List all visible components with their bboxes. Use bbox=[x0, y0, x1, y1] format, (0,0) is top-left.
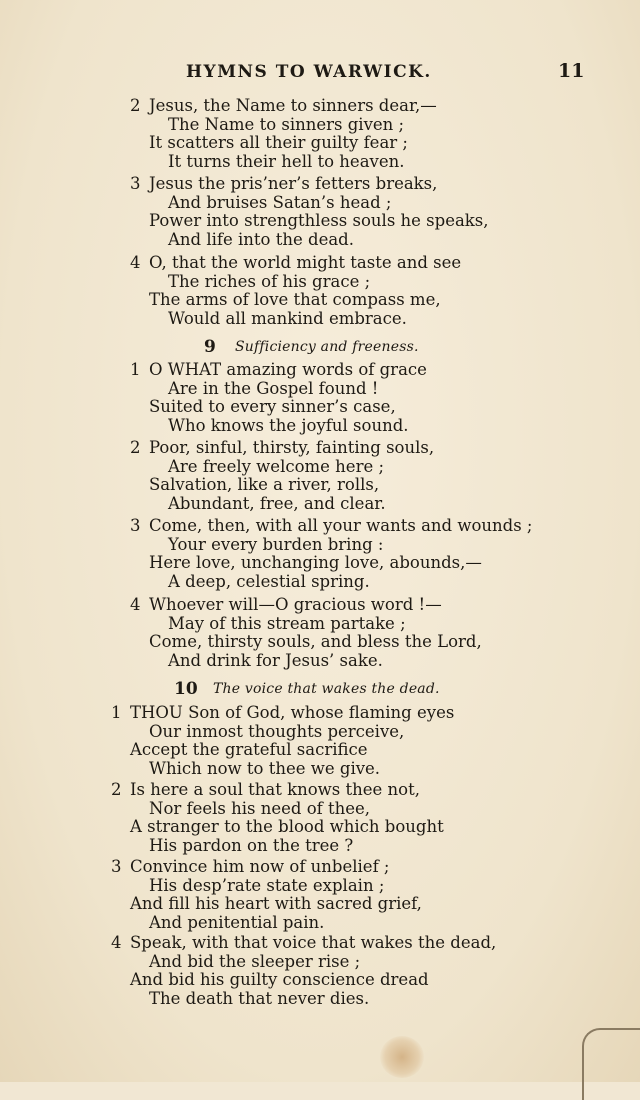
verse-line: Which now to thee we give. bbox=[149, 758, 381, 778]
verse-number: 1 bbox=[130, 360, 141, 379]
verse-line: A deep, celestial spring. bbox=[168, 571, 370, 591]
verse-line: The Name to sinners given ; bbox=[168, 114, 405, 134]
verse-number: 4 bbox=[130, 253, 141, 272]
verse-line: His pardon on the tree ? bbox=[149, 835, 354, 855]
verse-line: Are in the Gospel found ! bbox=[168, 378, 379, 398]
verse-line: And bid his guilty conscience dread bbox=[130, 970, 429, 990]
verse-line: Abundant, free, and clear. bbox=[168, 493, 386, 513]
hymn9-verse-4 bbox=[0, 596, 640, 670]
hymn8-verse-3 bbox=[0, 175, 640, 249]
verse-line: And penitential pain. bbox=[149, 912, 325, 932]
verse-line: Are freely welcome here ; bbox=[168, 456, 385, 476]
verse-line: May of this stream partake ; bbox=[168, 613, 406, 633]
paper-stain bbox=[380, 1036, 424, 1078]
hymn10-verse-2 bbox=[0, 781, 640, 855]
verse-line: Our inmost thoughts perceive, bbox=[149, 721, 405, 741]
verse-line: O, that the world might taste and see bbox=[149, 253, 462, 272]
verse-line: Power into strengthless souls he speaks, bbox=[149, 211, 489, 231]
verse-line: Speak, with that voice that wakes the dead, bbox=[130, 933, 497, 952]
running-header bbox=[0, 62, 640, 92]
verse-line: And drink for Jesus’ sake. bbox=[168, 650, 383, 670]
verse-line: Whoever will—O gracious word !— bbox=[149, 595, 442, 614]
verse-line: Poor, sinful, thirsty, fainting souls, bbox=[149, 438, 435, 457]
verse-line: THOU Son of God, whose flaming eyes bbox=[130, 703, 455, 722]
verse-line: Is here a soul that knows thee not, bbox=[130, 780, 420, 799]
verse-line: And life into the dead. bbox=[168, 229, 354, 249]
verse-number: 1 bbox=[111, 703, 122, 722]
verse-line: Jesus, the Name to sinners dear,— bbox=[149, 96, 437, 115]
verse-line: Convince him now of unbelief ; bbox=[130, 857, 390, 876]
hymn-number: 10 bbox=[174, 679, 198, 699]
verse-number: 3 bbox=[130, 174, 141, 193]
verse-number: 4 bbox=[130, 595, 141, 614]
verse-line: The arms of love that compass me, bbox=[149, 290, 441, 310]
hymn-number: 9 bbox=[204, 337, 216, 357]
verse-number: 2 bbox=[130, 96, 141, 115]
verse-line: His desp’rate state explain ; bbox=[149, 875, 385, 895]
hymn10-verse-1 bbox=[0, 704, 640, 778]
verse-line: Salvation, like a river, rolls, bbox=[149, 475, 380, 495]
hymn-title: The voice that wakes the dead. bbox=[213, 681, 440, 697]
hymn-title: Sufficiency and freeness. bbox=[235, 339, 419, 355]
hymn10-heading bbox=[0, 679, 640, 701]
verse-line: Accept the grateful sacrifice bbox=[130, 740, 368, 760]
verse-line: The riches of his grace ; bbox=[168, 271, 371, 291]
verse-line: Come, then, with all your wants and wounds ; bbox=[149, 516, 533, 535]
verse-line: And bid the sleeper rise ; bbox=[149, 951, 361, 971]
verse-line: Would all mankind embrace. bbox=[168, 308, 407, 328]
page-corner-fold bbox=[582, 1028, 640, 1100]
hymn8-verse-2 bbox=[0, 97, 640, 171]
verse-line: Nor feels his need of thee, bbox=[149, 798, 371, 818]
hymn8-verse-4 bbox=[0, 254, 640, 328]
verse-line: Jesus the pris’ner’s fetters breaks, bbox=[149, 174, 438, 193]
verse-line: And fill his heart with sacred grief, bbox=[130, 894, 422, 914]
hymn9-verse-2 bbox=[0, 439, 640, 513]
verse-line: Who knows the joyful sound. bbox=[168, 415, 409, 435]
hymn10-verse-4 bbox=[0, 934, 640, 1008]
verse-line: And bruises Satan’s head ; bbox=[168, 192, 392, 212]
hymn9-verse-1 bbox=[0, 361, 640, 435]
verse-number: 3 bbox=[130, 516, 141, 535]
verse-line: Come, thirsty souls, and bless the Lord, bbox=[149, 632, 482, 652]
page-number: 11 bbox=[558, 60, 585, 82]
verse-line: A stranger to the blood which bought bbox=[130, 817, 444, 837]
verse-number: 2 bbox=[111, 780, 122, 799]
verse-line: It scatters all their guilty fear ; bbox=[149, 133, 408, 153]
verse-number: 4 bbox=[111, 933, 122, 952]
running-title: HYMNS TO WARWICK. bbox=[186, 62, 432, 82]
hymn10-verse-3 bbox=[0, 858, 640, 932]
hymn9-heading bbox=[0, 337, 640, 359]
verse-line: It turns their hell to heaven. bbox=[168, 151, 405, 171]
verse-line: Your every burden bring : bbox=[168, 534, 384, 554]
verse-line: Suited to every sinner’s case, bbox=[149, 397, 396, 417]
verse-number: 2 bbox=[130, 438, 141, 457]
verse-line: The death that never dies. bbox=[149, 988, 370, 1008]
verse-line: O WHAT amazing words of grace bbox=[149, 360, 427, 379]
verse-number: 3 bbox=[111, 857, 122, 876]
verse-line: Here love, unchanging love, abounds,— bbox=[149, 553, 482, 573]
hymn9-verse-3 bbox=[0, 517, 640, 591]
